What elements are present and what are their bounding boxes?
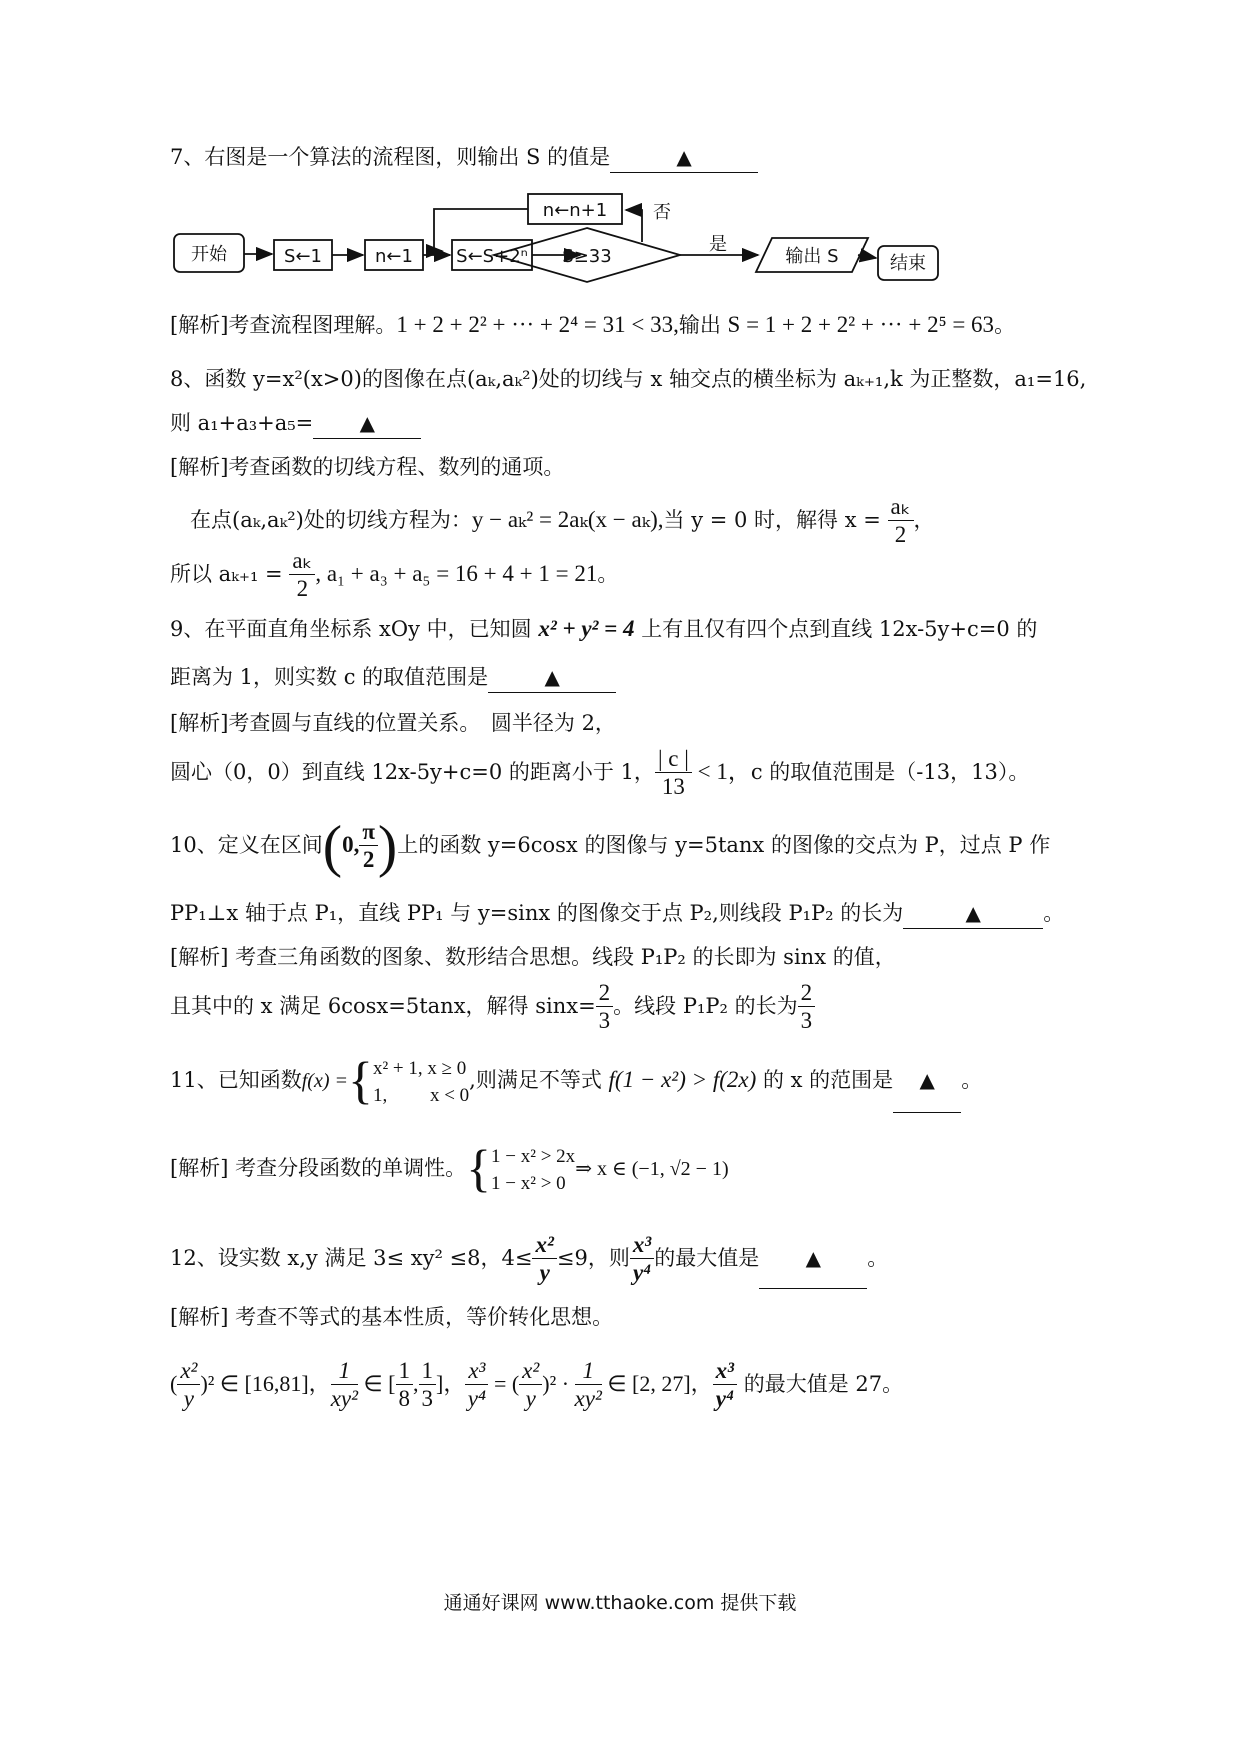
q12-stem-a: 12、设实数 x,y 满足 3≤ xy² ≤8，4≤ (170, 1246, 533, 1270)
q12-answer-blank (759, 1228, 867, 1289)
q9-line-1a: 圆心（0，0）到直线 12x-5y+c=0 的距离小于 1， (170, 760, 655, 784)
q7-analysis-math-1: 1 + 2 + 2² + ··· + 2⁴ = 31 < 33, (396, 312, 679, 337)
fraction-denominator: y (539, 1260, 550, 1285)
q8-fraction-ak-over-2-b (289, 548, 315, 603)
q12-s2-b-fraction (419, 1358, 437, 1413)
q12-s4-fraction (713, 1358, 737, 1413)
q11-answer-blank (893, 1048, 961, 1113)
q9-line-1 (170, 744, 1029, 801)
q8-stem-2-text: 则 a₁+a₃+a₅= (170, 411, 314, 435)
fraction-denominator: y (183, 1386, 194, 1412)
q8-line-1a: 在点(aₖ,aₖ²)处的切线方程为： (190, 508, 472, 532)
q12-s3-b-fraction (519, 1358, 542, 1413)
q10-line-1 (170, 978, 815, 1035)
q7-analysis-math-2: S = 1 + 2 + 2² + ··· + 2⁵ = 63 (727, 312, 995, 337)
q8-line-2-end: 。 (597, 562, 619, 586)
q11-stem-c: 的 x 的范围是 (756, 1068, 894, 1092)
q12-s3-c-fraction (575, 1358, 602, 1413)
fraction-numerator: | c | (655, 746, 692, 773)
q12-fraction-x2-over-y (532, 1232, 556, 1287)
q12-solution (170, 1352, 903, 1416)
q12-s3-mid2: )² · (542, 1371, 575, 1396)
fraction-numerator: 2 (798, 980, 816, 1007)
q10-stem-2-text: PP₁⊥x 轴于点 P₁，直线 PP₁ 与 y=sinx 的图像交于点 P₂,则线段 P₁P₂ 的长为 (170, 901, 904, 925)
q12-stem-c: 的最大值是 (654, 1246, 760, 1270)
analysis-label: [解析] (170, 945, 229, 969)
analysis-label: [解析] (170, 1156, 229, 1180)
q11-analysis-text: 考查分段函数的单调性。 (228, 1156, 467, 1180)
fraction-numerator: 1 (419, 1358, 437, 1385)
q11-stem (170, 1048, 982, 1113)
fraction-denominator: 2 (362, 847, 375, 872)
q10-stem-2-end: 。 (1043, 901, 1065, 925)
q12-s2-close: ]， (436, 1371, 466, 1396)
fraction-numerator: 1 (575, 1358, 602, 1385)
fraction-denominator: y⁴ (467, 1386, 486, 1412)
q9-fraction-c-over-13 (655, 746, 692, 801)
flow-loop-label: n←n+1 (542, 200, 608, 221)
q9-line-1b: < 1， (691, 759, 751, 784)
fraction-denominator: 2 (894, 522, 907, 547)
flow-no-label: 否 (653, 202, 671, 223)
q7-analysis-text: 考查流程图理解。 (228, 313, 397, 337)
fraction-numerator: x³ (713, 1358, 737, 1385)
q11-inequality: f(1 − x²) > f(2x) (608, 1067, 757, 1092)
fraction-denominator: xy² (330, 1386, 358, 1412)
fraction-numerator: x³ (465, 1358, 488, 1385)
q9-stem-1-math: x² + y² = 4 (538, 616, 635, 641)
q9-line-1c: c 的取值范围是（-13，13）。 (750, 760, 1030, 784)
q7-stem (170, 142, 758, 173)
q12-s3-mid: = ( (488, 1371, 520, 1396)
analysis-label: [解析] (170, 1305, 229, 1329)
fraction-numerator: x² (519, 1358, 542, 1385)
analysis-label: [解析] (170, 455, 229, 479)
flow-n-init-label: n←1 (375, 246, 413, 267)
q8-analysis-text: 考查函数的切线方程、数列的通项。 (228, 455, 565, 479)
fraction-denominator: 13 (661, 774, 685, 799)
q12-s2-fraction (331, 1358, 358, 1413)
fraction-numerator: π (359, 819, 378, 846)
q12-s3-fraction (465, 1358, 488, 1413)
flow-start-label: 开始 (191, 244, 227, 265)
fraction-denominator: 3 (598, 1008, 611, 1033)
q12-stem (170, 1228, 888, 1289)
q8-stem-2 (170, 408, 421, 439)
left-brace-icon: { (347, 1052, 373, 1110)
fraction-denominator: 3 (800, 1008, 813, 1033)
q8-line-1-math: y − aₖ² = 2aₖ(x − aₖ), (471, 507, 664, 532)
fraction-numerator: aₖ (289, 548, 315, 575)
fraction-denominator: 3 (421, 1386, 433, 1412)
flow-s-init-label: S←1 (284, 246, 322, 267)
q9-stem-2 (170, 662, 616, 693)
q10-analysis (170, 942, 896, 972)
q10-stem-2 (170, 898, 1064, 929)
left-paren-icon: ( (322, 813, 343, 879)
q12-s3-rest: ∈ [2, 27]， (601, 1371, 713, 1396)
right-paren-icon: ) (377, 813, 398, 879)
q8-stem-1: 8、函数 y=x²(x>0)的图像在点(aₖ,aₖ²)处的切线与 x 轴交点的横坐标为 aₖ₊₁,k 为正整数，a₁=16, (170, 367, 1087, 391)
left-brace-icon: { (466, 1140, 492, 1198)
fraction-numerator: x³ (630, 1232, 654, 1259)
fraction-numerator: 1 (331, 1358, 358, 1385)
flow-end-label: 结束 (890, 253, 926, 274)
q7-answer-blank (610, 142, 758, 173)
q9-analysis-text: 考查圆与直线的位置关系。 圆半径为 2， (228, 711, 616, 735)
q8-fraction-ak-over-2 (888, 494, 914, 549)
q11-case-1: x² + 1, x ≥ 0 (372, 1057, 467, 1079)
q11-system (491, 1143, 575, 1197)
answer-triangle-icon: ▲ (919, 1068, 935, 1092)
q10-fraction-2-over-3 (596, 980, 614, 1035)
q11-system-1: 1 − x² > 2x (491, 1145, 576, 1167)
q11-system-2: 1 − x² > 0 (491, 1172, 566, 1194)
q10-stem-1 (170, 810, 1050, 880)
q10-line-1b: 。线段 P₁P₂ 的长为 (613, 994, 798, 1018)
q9-stem-1 (170, 614, 1037, 644)
q12-s1-open: ( (170, 1371, 178, 1396)
q12-s1-fraction (177, 1358, 200, 1413)
q7-analysis-output: 输出 (678, 313, 728, 337)
q9-answer-blank (488, 662, 616, 693)
answer-triangle-icon: ▲ (965, 901, 981, 925)
q12-analysis-text: 考查不等式的基本性质，等价转化思想。 (228, 1305, 614, 1329)
q9-stem-2-text: 距离为 1，则实数 c 的取值范围是 (170, 665, 489, 689)
q10-analysis-text: 考查三角函数的图象、数形结合思想。线段 P₁P₂ 的长即为 sinx 的值， (228, 945, 896, 969)
q11-fx: f(x) = (301, 1070, 348, 1092)
fraction-numerator: aₖ (888, 494, 914, 521)
q11-piecewise-cases (373, 1055, 469, 1109)
q11-analysis (170, 1136, 729, 1201)
fraction-numerator: 1 (396, 1358, 414, 1385)
q11-stem-end: 。 (961, 1068, 983, 1092)
q12-stem-b: ≤9，则 (556, 1246, 630, 1270)
q12-fraction-x3-over-y4 (630, 1232, 654, 1287)
answer-triangle-icon: ▲ (359, 411, 375, 435)
answer-triangle-icon: ▲ (805, 1246, 821, 1270)
q8-line-2a: 所以 aₖ₊₁ = (170, 562, 290, 586)
q12-analysis (170, 1302, 613, 1332)
q8-line-1b: 当 y = 0 时，解得 x = (663, 508, 888, 532)
q10-fraction-2-over-3-b (798, 980, 816, 1035)
fraction-denominator: xy² (574, 1386, 602, 1412)
q7-stem-text: 7、右图是一个算法的流程图，则输出 S 的值是 (170, 145, 611, 169)
q8-line-2-math: , a₁ + a₃ + a₅ = 16 + 4 + 1 = 21 (315, 561, 598, 586)
q9-analysis (170, 708, 616, 738)
q7-analysis (170, 310, 1015, 340)
flow-output-label: 输出 S (785, 246, 839, 267)
q12-s2-comma: , (413, 1371, 419, 1396)
answer-triangle-icon: ▲ (544, 665, 560, 689)
q7-analysis-end: 。 (994, 313, 1016, 337)
q10-answer-blank (903, 898, 1043, 929)
answer-triangle-icon: ▲ (676, 145, 692, 169)
analysis-label: [解析] (170, 711, 229, 735)
q10-fraction-pi-over-2 (359, 819, 378, 874)
q10-line-1a: 且其中的 x 满足 6cosx=5tanx，解得 sinx= (170, 994, 596, 1018)
fraction-numerator: 2 (596, 980, 614, 1007)
q8-line-1 (190, 494, 935, 549)
flow-s-update-label: S←S+2ⁿ (456, 246, 528, 267)
fraction-numerator: x² (532, 1232, 556, 1259)
q10-interval-left: 0, (342, 832, 360, 857)
q11-stem-a: 11、已知函数 (170, 1068, 302, 1092)
q12-s1-rest: )² ∈ [16,81]， (200, 1371, 331, 1396)
q10-stem-1b: 上的函数 y=6cosx 的图像与 y=5tanx 的图像的交点为 P，过点 P 作 (397, 833, 1051, 857)
q12-s4-text: 的最大值是 27。 (737, 1372, 904, 1396)
flow-yes-label: 是 (709, 234, 727, 255)
q12-s2-mid: ∈ [ (358, 1371, 396, 1396)
flow-condition-label: S≥33 (562, 246, 612, 267)
q11-case-2: 1, x < 0 (372, 1084, 470, 1106)
q11-stem-b: ,则满足不等式 (469, 1068, 609, 1092)
fraction-denominator: y (525, 1386, 536, 1412)
q9-stem-1a: 9、在平面直角坐标系 xOy 中，已知圆 (170, 617, 539, 641)
page-footer: 通通好课网 www.tthaoke.com 提供下载 (443, 1592, 797, 1614)
q8-line-1-end: ， (913, 508, 935, 532)
q7-flowchart (170, 188, 950, 298)
q8-answer-blank (313, 408, 421, 439)
q9-stem-1b: 上有且仅有四个点到直线 12x-5y+c=0 的 (634, 617, 1038, 641)
fraction-denominator: y⁴ (632, 1260, 652, 1285)
fraction-numerator: x² (177, 1358, 200, 1385)
analysis-label: [解析] (170, 313, 229, 337)
fraction-denominator: 2 (296, 576, 309, 601)
q10-stem-1a: 10、定义在区间 (170, 833, 323, 857)
q11-result: ⇒ x ∈ (−1, √2 − 1) (575, 1158, 729, 1180)
q12-stem-end: 。 (867, 1246, 889, 1270)
fraction-denominator: 8 (398, 1386, 410, 1412)
q12-s2-a-fraction (396, 1358, 414, 1413)
q8-analysis (170, 452, 564, 482)
fraction-denominator: y⁴ (715, 1386, 734, 1412)
q8-line-2 (170, 548, 618, 603)
